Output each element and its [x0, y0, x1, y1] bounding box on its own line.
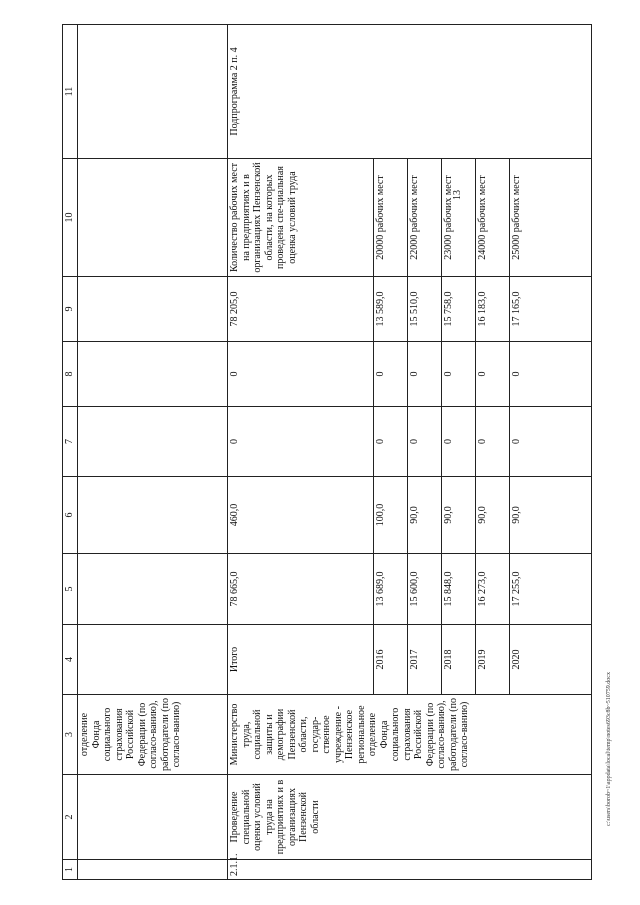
year: 2017	[408, 625, 442, 695]
year-col6: 100,0	[374, 477, 408, 554]
year: 2018	[442, 625, 476, 695]
total-col5: 78 665,0	[228, 554, 374, 625]
column-header-11: 11	[63, 25, 78, 159]
year-target: 20000 рабочих мест	[374, 159, 408, 277]
column-header-4: 4	[63, 625, 78, 695]
column-header-5: 5	[63, 554, 78, 625]
column-header-10: 10	[63, 159, 78, 277]
year-col7: 0	[510, 407, 592, 477]
total-col8: 0	[228, 342, 374, 407]
year-col5: 15 600,0	[408, 554, 442, 625]
year-col5: 15 848,0	[442, 554, 476, 625]
executors: Министерство труда, социальной защиты и демографии Пензенской области, государ-ственное учреждение - Пензенское региональное отделение Фонда социального страхования Российской Федерации (по согласо-ванию), работодатели (по согласо-ванию)	[228, 695, 592, 775]
year-col9: 16 183,0	[476, 277, 510, 342]
column-header-8: 8	[63, 342, 78, 407]
program-table	[62, 24, 592, 880]
column-header-3: 3	[63, 695, 78, 775]
page-number: 13	[452, 190, 463, 200]
header-row	[63, 25, 78, 880]
year-target: 22000 рабочих мест	[408, 159, 442, 277]
column-header-7: 7	[63, 407, 78, 477]
cell-empty	[78, 159, 228, 277]
item-number: 2.1.1.	[228, 860, 592, 880]
column-header-9: 9	[63, 277, 78, 342]
year-col9: 13 589,0	[374, 277, 408, 342]
cell-empty	[78, 277, 228, 342]
total-label: Итого	[228, 625, 374, 695]
main-row	[228, 25, 374, 880]
cell-empty	[78, 477, 228, 554]
total-col7: 0	[228, 407, 374, 477]
cell-empty	[78, 342, 228, 407]
column-header-2: 2	[63, 775, 78, 860]
rotated-table-frame	[62, 25, 592, 880]
cell-empty	[78, 775, 228, 860]
year-col6: 90,0	[510, 477, 592, 554]
year-col9: 17 165,0	[510, 277, 592, 342]
continuation-executors: отделение Фонда социального страхования Российской Федерации (по согласо-ванию), работодатели (по согласо-ванию)	[78, 695, 228, 775]
cell-empty	[78, 25, 228, 159]
total-col6: 460,0	[228, 477, 374, 554]
year-col5: 16 273,0	[476, 554, 510, 625]
year: 2019	[476, 625, 510, 695]
year-col7: 0	[374, 407, 408, 477]
cell-empty	[78, 554, 228, 625]
year-target: 24000 рабочих мест	[476, 159, 510, 277]
year-target: 25000 рабочих мест	[510, 159, 592, 277]
year-col7: 0	[408, 407, 442, 477]
year-col5: 13 689,0	[374, 554, 408, 625]
year: 2020	[510, 625, 592, 695]
cell-empty	[78, 407, 228, 477]
year-col7: 0	[442, 407, 476, 477]
year-col8: 0	[408, 342, 442, 407]
footer-file-path: c:\users\borob~1\appdata\local\temp\notes693c8b~510759.docx	[606, 672, 612, 826]
year-col8: 0	[442, 342, 476, 407]
year-col8: 0	[510, 342, 592, 407]
subprogram-reference: Подпрограмма 2 п. 4	[228, 25, 592, 159]
year-col5: 17 255,0	[510, 554, 592, 625]
year-target: 23000 рабочих мест	[442, 159, 476, 277]
year-col8: 0	[476, 342, 510, 407]
column-header-1: 1	[63, 860, 78, 880]
year-col6: 90,0	[476, 477, 510, 554]
year-col9: 15 758,0	[442, 277, 476, 342]
continuation-row	[78, 25, 228, 880]
cell-empty	[78, 860, 228, 880]
total-col9: 78 205,0	[228, 277, 374, 342]
year-col7: 0	[476, 407, 510, 477]
year-col9: 15 510,0	[408, 277, 442, 342]
indicator-description: Количество рабочих мест на предприятиях и в организациях Пензенской области, на которых проведена спе-циальная оценка условий труда	[228, 159, 374, 277]
cell-empty	[78, 625, 228, 695]
year-col8: 0	[374, 342, 408, 407]
activity-name: Проведение специальной оценки условий труда на предприятиях и в организациях Пензенской области	[228, 775, 592, 860]
column-header-6: 6	[63, 477, 78, 554]
year: 2016	[374, 625, 408, 695]
year-col6: 90,0	[408, 477, 442, 554]
year-col6: 90,0	[442, 477, 476, 554]
